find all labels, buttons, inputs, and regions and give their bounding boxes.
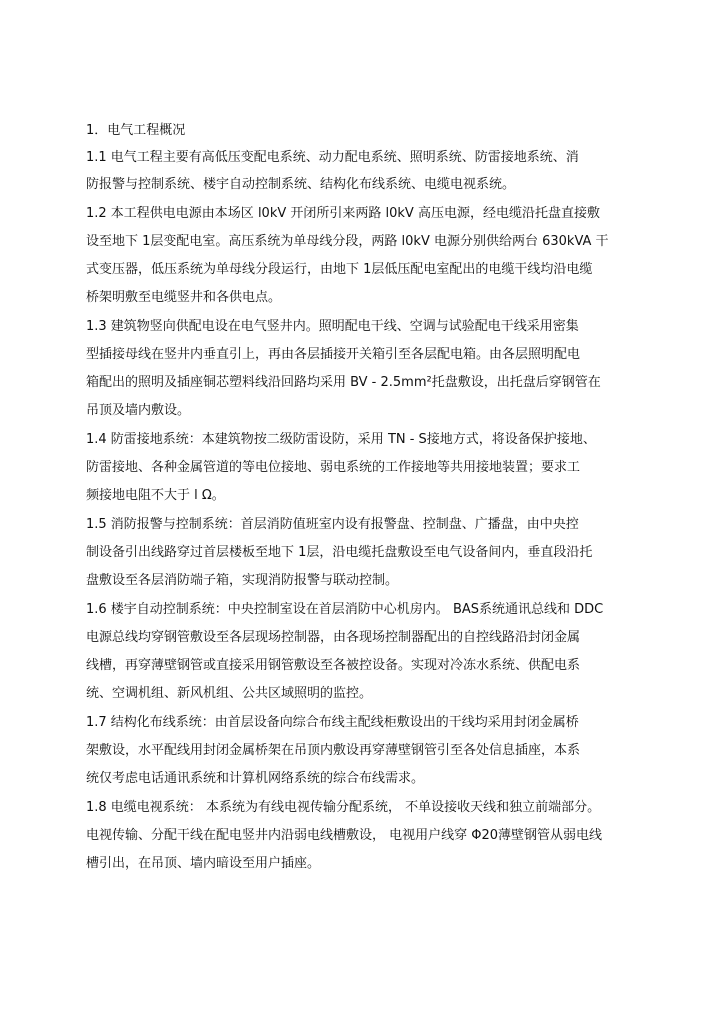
text-line: 架敷设，水平配线用封闭金属桥架在吊顶内敷设再穿薄壁钢管引至各处信息插座，本系 [86,743,581,758]
text-line: 线槽，再穿薄壁钢管或直接采用钢管敷设至各被控设备。实现对冷冻水系统、供配电系 [86,658,581,673]
text-line: 1.3 建筑物竖向供配电设在电气竖井内。照明配电干线、空调与试验配电干线采用密集 [86,319,579,334]
text-line: 1.5 消防报警与控制系统：首层消防值班室内设有报警盘、控制盘、广播盘，由中央控 [86,517,579,532]
text-line: 电视传输、分配干线在配电竖井内沿弱电线槽敷设， 电视用户线穿 Φ20薄壁钢管从弱电线 [86,828,603,843]
text-line: 制设备引出线路穿过首层楼板至地下 1层，沿电缆托盘敷设至电气设备间内，垂直段沿托 [86,545,593,560]
text-line: 桥架明敷至电缆竖井和各供电点。 [86,290,282,305]
text-line: 1.1 电气工程主要有高低压变配电系统、动力配电系统、照明系统、防雷接地系统、消 [86,150,579,165]
text-line: 1.4 防雷接地系统：本建筑物按二级防雷设防，采用 TN - S接地方式，将设备保护接地、 [86,432,596,447]
text-line: 1.7 结构化布线系统：由首层设备向综合布线主配线柜敷设出的干线均采用封闭金属桥 [86,715,579,730]
text-line: 统仅考虑电话通讯系统和计算机网络系统的综合布线需求。 [86,771,425,786]
text-line: 槽引出，在吊顶、墙内暗设至用户插座。 [86,856,321,871]
text-line: 盘敷设至各层消防端子箱，实现消防报警与联动控制。 [86,573,399,588]
text-line: 设至地下 1层变配电室。高压系统为单母线分段，两路 l0kV 电源分别供给两台 630kVA 干 [86,234,609,249]
text-line: 电源总线均穿钢管敷设至各层现场控制器，由各现场控制器配出的自控线路沿封闭金属 [86,630,581,645]
text-line: 式变压器，低压系统为单母线分段运行，由地下 1层低压配电室配出的电缆干线均沿电缆 [86,262,593,277]
text-line: 统、空调机组、新风机组、公共区域照明的监控。 [86,686,373,701]
text-line: 箱配出的照明及插座铜芯塑料线沿回路均采用 BV - 2.5mm²托盘敷设，出托盘后穿钢管在 [86,375,601,390]
text-line: 吊顶及墙内敷设。 [86,403,191,418]
text-line: 频接地电阻不大于 l Ω。 [86,488,225,503]
text-line: 1.6 楼宇自动控制系统：中央控制室设在首层消防中心机房内。 BAS系统通讯总线和 DDC [86,602,604,617]
text-line: 1.8 电缆电视系统： 本系统为有线电视传输分配系统， 不单设接收天线和独立前端部分。 [86,800,601,815]
text-line: 1.2 本工程供电电源由本场区 l0kV 开闭所引来两路 l0kV 高压电源，经电缆沿托盘直接敷 [86,206,600,221]
text-line: 防报警与控制系统、楼宇自动控制系统、结构化布线系统、电缆电视系统。 [86,177,516,192]
section-heading: 1．电气工程概况 [86,123,186,138]
text-line: 防雷接地、各种金属管道的等电位接地、弱电系统的工作接地等共用接地装置；要求工 [86,460,581,475]
text-line: 型插接母线在竖井内垂直引上，再由各层插接开关箱引至各层配电箱。由各层照明配电 [86,347,581,362]
